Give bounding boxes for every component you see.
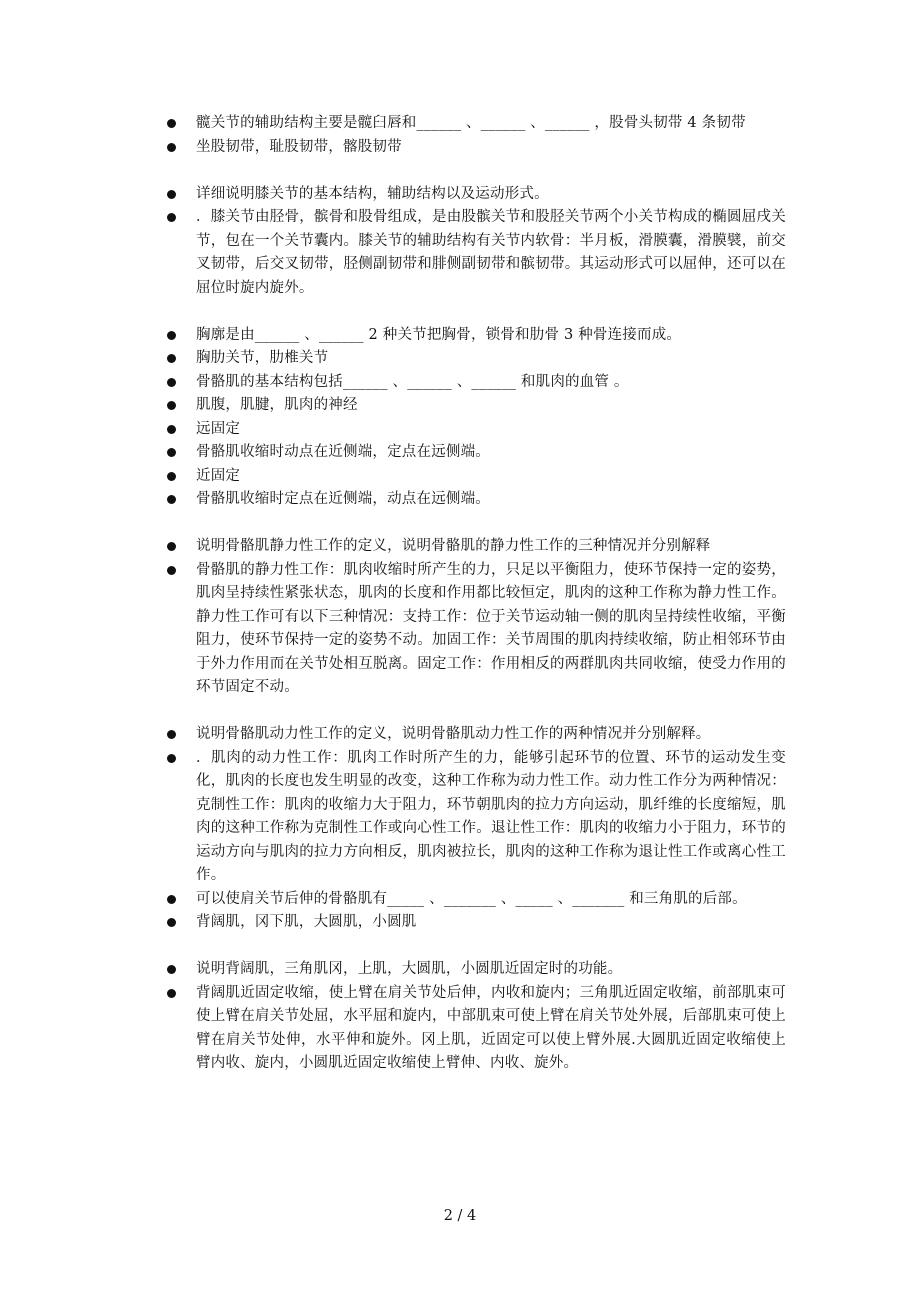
list-item-text: 背阔肌，冈下肌，大圆肌，小圆肌 (196, 914, 417, 930)
list-item (166, 183, 786, 207)
list-item (166, 535, 786, 559)
list-item (166, 888, 786, 912)
bullet-icon (167, 425, 176, 434)
bullet-icon (167, 730, 176, 739)
bullet-icon (167, 542, 176, 551)
list-item (166, 982, 786, 1076)
list-item (166, 559, 786, 700)
spacer (166, 300, 786, 324)
list-item-text: 骨骼肌收缩时定点在近侧端，动点在远侧端。 (196, 491, 490, 507)
bullet-icon (167, 190, 176, 199)
bullet-icon (167, 472, 176, 481)
bullet-icon (167, 895, 176, 904)
bullet-icon (167, 331, 176, 340)
list-item-text: ．肌肉的动力性工作：肌肉工作时所产生的力，能够引起环节的位置、环节的运动发生变化，肌肉的长度也发生明显的改变，这种工作称为动力性工作。动力性工作分为两种情况：克制性工作：肌肉的收缩力大于阻力，环节朝肌肉的拉力方向运动，肌纤维的长度缩短，肌肉的这种工作称为克制性工作或向心性工作。退让性工作：肌肉的收缩力小于阻力，环节的运动方向与肌肉的拉力方向相反，肌肉被拉长，肌肉的这种工作称为退让性工作或离心性工作。 (196, 749, 786, 883)
list-item-text: 骨骼肌的静力性工作：肌肉收缩时所产生的力，只足以平衡阻力，使环节保持一定的姿势，肌肉呈持续性紧张状态，肌肉的长度和作用都比较恒定，肌肉的这种工作称为静力性工作。静力性工作可有以下三种情况：支持工作：位于关节运动轴一侧的肌肉呈持续性收缩，平衡阻力，使环节保持一定的姿势不动。加固工作：关节周围的肌肉持续收缩，防止相邻环节由于外力作用而在关节处相互脱离。固定工作：作用相反的两群肌肉共同收缩，使受力作用的环节固定不动。 (196, 561, 786, 695)
list-item-text: 肌腹，肌腱，肌肉的神经 (196, 397, 358, 413)
list-item (166, 418, 786, 442)
list-item-text: 背阔肌近固定收缩，使上臂在肩关节处后伸，内收和旋内；三角肌近固定收缩，前部肌束可使上臂在肩关节处屈，水平屈和旋内，中部肌束可使上臂在肩关节处外展，后部肌束可使上臂在肩关节处伸，水平伸和旋外。冈上肌，近固定可以使上臂外展.大圆肌近固定收缩使上臂内收、旋内，小圆肌近固定收缩使上臂伸、内收、旋外。 (196, 984, 786, 1071)
list-item-text: 髋关节的辅助结构主要是髋臼唇和______ 、______ 、______ ，股骨头韧带 4 条韧带 (196, 115, 746, 131)
list-item (166, 958, 786, 982)
spacer (166, 159, 786, 183)
list-item (166, 371, 786, 395)
list-item-text: 骨骼肌的基本结构包括______ 、______ 、______ 和肌肉的血管 。 (196, 373, 629, 390)
list-item-text: 说明背阔肌，三角肌冈，上肌，大圆肌，小圆肌近固定时的功能。 (196, 961, 623, 977)
list-item (166, 465, 786, 489)
bullet-list (166, 112, 786, 1076)
bullet-icon (167, 918, 176, 927)
list-item-text: 坐股韧带，耻股韧带，髂股韧带 (196, 138, 402, 155)
list-item-text: 骨骼肌收缩时动点在近侧端，定点在远侧端。 (196, 444, 490, 460)
spacer (166, 512, 786, 536)
bullet-icon (167, 989, 176, 998)
list-item (166, 394, 786, 418)
bullet-icon (167, 965, 176, 974)
list-item-text: 说明骨骼肌静力性工作的定义，说明骨骼肌的静力性工作的三种情况并分别解释 (196, 538, 711, 554)
list-item (166, 747, 786, 888)
list-item-text: ．膝关节由胫骨，髌骨和股骨组成，是由股髌关节和股胫关节两个小关节构成的椭圆屈戌关节，包在一个关节囊内。膝关节的辅助结构有关节内软骨：半月板，滑膜囊，滑膜襞，前交叉韧带，后交叉韧带，胫侧副韧带和腓侧副韧带和髌韧带。其运动形式可以屈伸，还可以在屈位时旋内旋外。 (196, 209, 786, 296)
list-item-text: 说明骨骼肌动力性工作的定义，说明骨骼肌动力性工作的两种情况并分别解释。 (196, 726, 711, 742)
bullet-icon (167, 448, 176, 457)
list-item-text: 可以使肩关节后伸的骨骼肌有_____ 、_______ 、_____ 、_______ 和三角肌的后部。 (196, 890, 747, 907)
bullet-icon (167, 378, 176, 387)
list-item-text: 详细说明膝关节的基本结构，辅助结构以及运动形式。 (196, 185, 549, 202)
bullet-icon (167, 354, 176, 363)
bullet-icon (167, 119, 176, 128)
list-item-text: 胸肋关节，肋椎关节 (196, 350, 329, 366)
bullet-icon (167, 213, 176, 222)
list-item (166, 347, 786, 371)
bullet-icon (167, 143, 176, 152)
list-item (166, 723, 786, 747)
list-item-text: 远固定 (196, 420, 241, 437)
list-item-text: 近固定 (196, 467, 241, 484)
list-item (166, 324, 786, 348)
bullet-icon (167, 401, 176, 410)
list-item-text: 胸廓是由______ 、______ 2 种关节把胸骨，锁骨和肋骨 3 种骨连接而成。 (196, 326, 682, 343)
list-item (166, 112, 786, 136)
bullet-icon (167, 495, 176, 504)
list-item (166, 911, 786, 935)
list-item (166, 488, 786, 512)
list-item (166, 136, 786, 160)
spacer (166, 935, 786, 959)
spacer (166, 700, 786, 724)
list-item (166, 206, 786, 300)
bullet-icon (167, 754, 176, 763)
page-number: 2 / 4 (443, 1208, 477, 1224)
bullet-icon (167, 566, 176, 575)
list-item (166, 441, 786, 465)
